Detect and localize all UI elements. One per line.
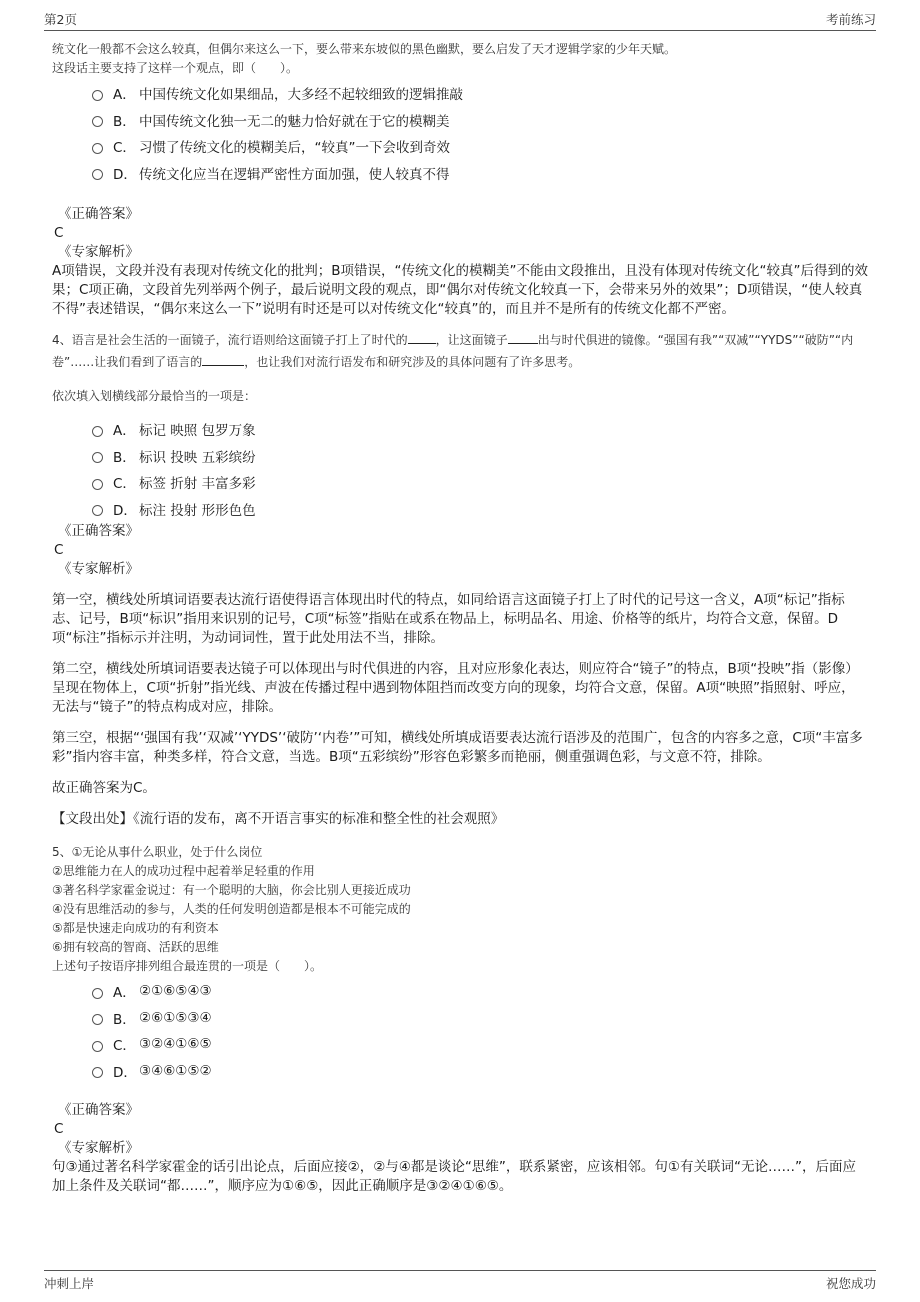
option-c[interactable]: C． 习惯了传统文化的模糊美后，“较真”一下会收到奇效 <box>92 133 868 160</box>
source-citation: 【文段出处】《流行语的发布，离不开语言事实的标准和整全性的社会观照》 <box>52 811 505 827</box>
question-line: ⑥拥有较高的智商、活跃的思维 <box>52 940 219 954</box>
option-a[interactable]: A． 中国传统文化如果细品，大多经不起较细致的逻辑推敲 <box>92 80 868 107</box>
question-4 <box>52 329 868 829</box>
radio-icon[interactable] <box>92 505 103 516</box>
answer-value: C <box>54 542 64 558</box>
option-a[interactable]: A． 标记 映照 包罗万象 <box>92 416 868 443</box>
blank-2 <box>508 343 538 344</box>
blank-3 <box>202 365 244 366</box>
radio-icon[interactable] <box>92 116 103 127</box>
option-a[interactable]: A． ②①⑥⑤④③ <box>92 978 868 1005</box>
answer-label: 《正确答案》 <box>58 523 139 539</box>
page-number: 第2页 <box>44 12 77 27</box>
answer-value: C <box>54 225 64 241</box>
header-title: 考前练习 <box>825 12 876 27</box>
question-line: ⑤都是快速走向成功的有利资本 <box>52 921 219 935</box>
answer-value: C <box>54 1121 64 1137</box>
radio-icon[interactable] <box>92 479 103 490</box>
option-b[interactable]: B． 标识 投映 五彩缤纷 <box>92 443 868 470</box>
explanation-paragraph: 第二空，横线处所填词语要表达镜子可以体现出与时代俱进的内容，且对应形象化表达，则应符合“镜子”的特点，B项“投映”指（影像）呈现在物体上，C项“折射”指光线、声波在传播过程中遇到物体阻挡而改变方向的现象，均符合文意，保留。A项“映照”指照射、呼应，无法与“镜子”的特点构成对应，排除。 <box>52 661 859 715</box>
explanation-label: 《专家解析》 <box>58 1140 139 1156</box>
explanation-text: 句③通过著名科学家霍金的话引出论点，后面应接②，②与④都是谈论“思维”，联系紧密，应该相邻。句①有关联词“无论……”，后面应加上条件及关联词“都……”，顺序应为①⑥⑤，因此正确顺序是③②④①⑥⑤。 <box>52 1159 856 1194</box>
question-line: 5、①无论从事什么职业，处于什么岗位 <box>52 845 263 859</box>
question-stem: 统文化一般都不会这么较真，但偶尔来这么一下，要么带来东坡似的黑色幽默，要么启发了天才逻辑学家的少年天赋。 <box>52 42 677 56</box>
radio-icon[interactable] <box>92 426 103 437</box>
page-header <box>44 10 876 31</box>
option-list <box>92 80 868 186</box>
option-d[interactable]: D． 标注 投射 形形色色 <box>92 496 868 523</box>
option-b[interactable]: B． ②⑥①⑤③④ <box>92 1005 868 1032</box>
explanation-label: 《专家解析》 <box>58 244 139 260</box>
radio-icon[interactable] <box>92 452 103 463</box>
question-prompt: 上述句子按语序排列组合最连贯的一项是（ ）。 <box>52 959 323 973</box>
option-d[interactable]: D． ③④⑥①⑤② <box>92 1058 868 1085</box>
radio-icon[interactable] <box>92 1041 103 1052</box>
document-body <box>52 40 868 1196</box>
question-stem: 4、语言是社会生活的一面镜子，流行语则给这面镜子打上了时代的 ，让这面镜子 出与时代俱进的镜像。“强国有我”“双减”“YYDS”“破防”“内卷”……让我们看到了语言的 ，也让我们对流行语发布和研究涉及的具体问题有了许多思考。 <box>52 333 854 369</box>
page-footer <box>44 1270 876 1293</box>
question-line: ②思维能力在人的成功过程中起着举足轻重的作用 <box>52 864 315 878</box>
question-line: ④没有思维活动的参与，人类的任何发明创造都是根本不可能完成的 <box>52 902 411 916</box>
option-c[interactable]: C． 标签 折射 丰富多彩 <box>92 469 868 496</box>
radio-icon[interactable] <box>92 90 103 101</box>
option-d[interactable]: D． 传统文化应当在逻辑严密性方面加强，使人较真不得 <box>92 160 868 187</box>
explanation-paragraph: 第三空，根据“‘强国有我’‘双减’‘YYDS’‘破防’‘内卷’”可知，横线处所填成语要表达流行语涉及的范围广，包含的内容多之意，C项“丰富多彩”指内容丰富，种类多样，符合文意，当选。B项“五彩缤纷”形容色彩繁多而艳丽，侧重强调色彩，与文意不符，排除。 <box>52 730 863 765</box>
radio-icon[interactable] <box>92 988 103 999</box>
option-c[interactable]: C． ③②④①⑥⑤ <box>92 1031 868 1058</box>
option-list <box>92 416 868 522</box>
answer-label: 《正确答案》 <box>58 1102 139 1118</box>
question-3 <box>52 40 868 319</box>
answer-label: 《正确答案》 <box>58 206 139 222</box>
radio-icon[interactable] <box>92 1014 103 1025</box>
explanation-text: A项错误，文段并没有表现对传统文化的批判；B项错误，“传统文化的模糊美”不能由文段推出，且没有体现对传统文化“较真”后得到的效果；C项正确，文段首先列举两个例子，最后说明文段的观点，即“偶尔对传统文化较真一下，会带来另外的效果”；D项错误，“使人较真不得”表述错误，“偶尔来这么一下”说明有时还是可以对传统文化“较真”的，而且并不是所有的传统文化都不严密。 <box>52 263 868 317</box>
blank-1 <box>408 343 436 344</box>
radio-icon[interactable] <box>92 169 103 180</box>
footer-right-text: 祝您成功 <box>825 1276 876 1291</box>
question-prompt: 这段话主要支持了这样一个观点，即（ ）。 <box>52 61 299 75</box>
option-list <box>92 978 868 1084</box>
explanation-paragraph: 第一空，横线处所填词语要表达流行语使得语言体现出时代的特点，如同给语言这面镜子打上了时代的记号这一含义，A项“标记”指标志、记号，B项“标识”指用来识别的记号，C项“标签”指贴在或系在物品上，标明品名、用途、价格等的纸片，均符合文意，保留。D项“标注”指标示并注明，为动词词性，置于此处用法不当，排除。 <box>52 592 845 646</box>
footer-left-text: 冲刺上岸 <box>44 1276 95 1291</box>
explanation-label: 《专家解析》 <box>58 561 139 577</box>
explanation-conclusion: 故正确答案为C。 <box>52 780 156 796</box>
question-prompt: 依次填入划横线部分最恰当的一项是： <box>52 389 257 403</box>
question-line: ③著名科学家霍金说过：有一个聪明的大脑，你会比别人更接近成功 <box>52 883 411 897</box>
option-b[interactable]: B． 中国传统文化独一无二的魅力恰好就在于它的模糊美 <box>92 107 868 134</box>
radio-icon[interactable] <box>92 1067 103 1078</box>
question-5 <box>52 843 868 1196</box>
radio-icon[interactable] <box>92 143 103 154</box>
